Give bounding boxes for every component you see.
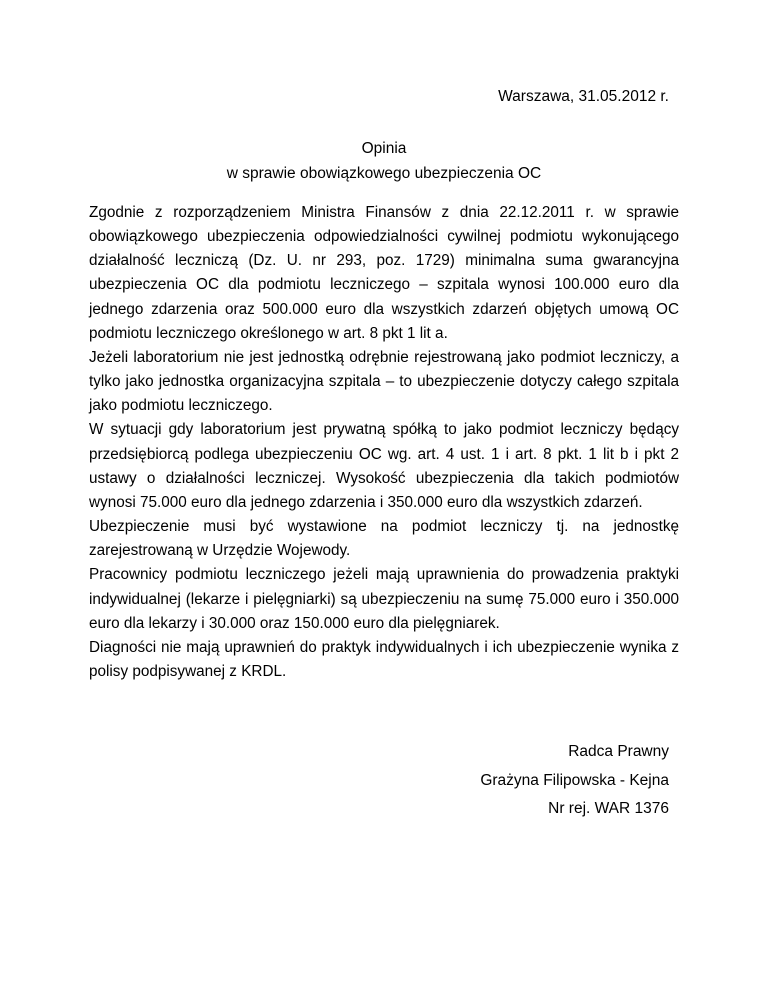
paragraph: W sytuacji gdy laboratorium jest prywatną spółką to jako podmiot leczniczy będący przedsiębiorcą podlega ubezpieczeniu OC wg. art. 4 ust. 1 i art. 8 pkt. 1 lit b i pkt 2 ustawy o działalności leczniczej. Wysokość ubezpieczenia dla takich podmiotów wynosi 75.000 euro dla jednego zdarzenia i 350.000 euro dla wszystkich zdarzeń. xyxy=(89,421,679,511)
signature-role: Radca Prawny xyxy=(568,743,669,760)
paragraph: Jeżeli laboratorium nie jest jednostką odrębnie rejestrowaną jako podmiot leczniczy, a tylko jako jednostka organizacyjna szpitala – to ubezpieczenie dotyczy całego szpitala jako podmiotu leczniczego. xyxy=(89,348,679,415)
place-and-date: Warszawa, 31.05.2012 r. xyxy=(498,88,669,105)
paragraph: Diagności nie mają uprawnień do praktyk indywidualnych i ich ubezpieczenie wynika z polisy podpisywanej z KRDL. xyxy=(89,638,679,680)
signature-name: Grażyna Filipowska - Kejna xyxy=(480,771,669,789)
signature-registration: Nr rej. WAR 1376 xyxy=(548,800,669,817)
paragraph: Zgodnie z rozporządzeniem Ministra Finansów z dnia 22.12.2011 r. w sprawie obowiązkowego ubezpieczenia odpowiedzialności cywilnej podmiotu wykonującego działalność leczniczą (Dz. U. nr 293, poz. 1729) minimalna suma gwarancyjna ubezpieczenia OC dla podmiotu leczniczego – szpitala wynosi 100.000 euro dla jednego zdarzenia oraz 500.000 euro dla wszystkich zdarzeń objętych umową OC podmiotu leczniczego określonego w art. 8 pkt 1 lit a. xyxy=(89,204,679,342)
document-title: Opinia xyxy=(361,140,407,157)
document-body xyxy=(89,201,679,684)
paragraph: Pracownicy podmiotu leczniczego jeżeli mają uprawnienia do prowadzenia praktyki indywidualnej (lekarze i pielęgniarki) są ubezpieczeniu na sumę 75.000 euro i 350.000 euro dla lekarzy i 30.000 oraz 150.000 euro dla pielęgniarek. xyxy=(89,566,679,632)
title-block xyxy=(0,136,768,186)
paragraph: Ubezpieczenie musi być wystawione na podmiot leczniczy tj. na jednostkę zarejestrowaną w Urzędzie Wojewody. xyxy=(89,518,679,560)
signature-block xyxy=(480,738,669,824)
document-subtitle: w sprawie obowiązkowego ubezpieczenia OC xyxy=(226,165,542,182)
